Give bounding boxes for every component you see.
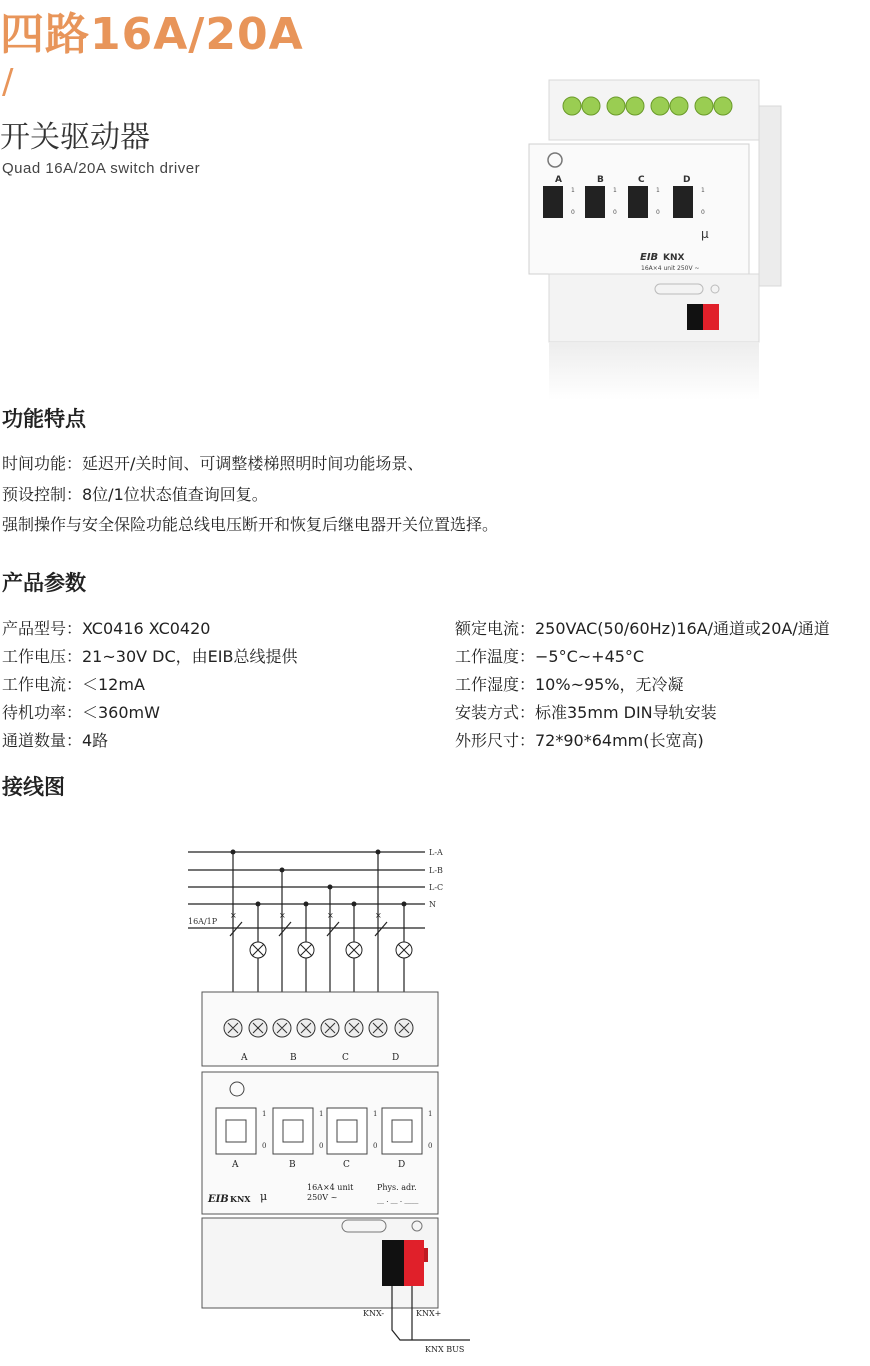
svg-text:0: 0	[571, 209, 575, 216]
knx-terminal-red	[404, 1240, 424, 1286]
feature-line: 强制操作与安全保险功能总线电压断开和恢复后继电器开关位置选择。	[2, 515, 499, 534]
spec-item: 待机功率：＜360mW	[2, 703, 160, 722]
svg-text:×: ×	[375, 911, 382, 920]
svg-text:__ . __ . ____: __ . __ . ____	[377, 1196, 419, 1204]
svg-text:B: B	[597, 175, 604, 185]
svg-text:×: ×	[327, 911, 334, 920]
svg-text:0: 0	[613, 209, 617, 216]
svg-text:L-A: L-A	[429, 848, 443, 857]
svg-text:EIB: EIB	[640, 252, 659, 263]
svg-text:1: 1	[262, 1110, 267, 1118]
title-slash: /	[2, 62, 14, 102]
spec-item: 通道数量：4路	[2, 731, 109, 750]
lamp-icons	[250, 942, 412, 958]
svg-text:KNX: KNX	[663, 253, 685, 263]
svg-text:KNX-: KNX-	[363, 1309, 385, 1318]
svg-text:0: 0	[319, 1142, 324, 1150]
svg-text:D: D	[398, 1160, 406, 1170]
product-name-en: Quad 16A/20A switch driver	[2, 160, 201, 177]
wiring-diagram	[180, 840, 480, 1360]
svg-text:250V ~: 250V ~	[307, 1193, 338, 1202]
svg-text:1: 1	[319, 1110, 324, 1118]
svg-text:0: 0	[428, 1142, 433, 1150]
svg-text:Phys. adr.: Phys. adr.	[377, 1183, 417, 1192]
specs-heading: 产品参数	[2, 571, 86, 595]
svg-text:L-B: L-B	[429, 866, 443, 875]
svg-text:C: C	[638, 175, 645, 185]
svg-text:B: B	[290, 1053, 297, 1063]
svg-text:KNX+: KNX+	[416, 1309, 442, 1318]
spec-item: 额定电流：250VAC(50/60Hz)16A/通道或20A/通道	[455, 619, 830, 638]
page-title: 四路16A/20A	[0, 9, 304, 60]
product-photo	[525, 78, 787, 400]
svg-text:×: ×	[230, 911, 237, 920]
svg-text:A: A	[232, 1160, 239, 1170]
svg-text:0: 0	[701, 209, 705, 216]
svg-text:A: A	[555, 175, 562, 185]
svg-text:A: A	[241, 1053, 248, 1063]
feature-line: 时间功能：延迟开/关时间、可调整楼梯照明时间功能场景、	[2, 454, 424, 473]
spec-item: 工作电流：＜12mA	[2, 675, 145, 694]
svg-text:16A×4 unit 250V ~: 16A×4 unit 250V ~	[641, 265, 700, 272]
spec-item: 外形尺寸：72*90*64mm(长宽高)	[455, 731, 704, 750]
spec-item: 工作电压：21~30V DC，由EIB总线提供	[2, 647, 298, 666]
svg-text:N: N	[429, 900, 436, 909]
svg-text:0: 0	[262, 1142, 267, 1150]
feature-line: 预设控制：8位/1位状态值查询回复。	[2, 485, 268, 504]
svg-text:16A/1P: 16A/1P	[188, 917, 218, 926]
spec-item: 工作湿度：10%~95%，无冷凝	[455, 675, 684, 694]
svg-text:μ: μ	[701, 227, 709, 241]
spec-item: 产品型号：XC0416 XC0420	[2, 619, 211, 638]
svg-text:16A×4 unit: 16A×4 unit	[307, 1183, 354, 1192]
wiring-heading: 接线图	[2, 775, 65, 799]
spec-item: 工作温度：−5°C~+45°C	[455, 647, 645, 666]
svg-text:KNX BUS: KNX BUS	[425, 1345, 465, 1354]
svg-text:0: 0	[373, 1142, 378, 1150]
svg-text:D: D	[392, 1053, 400, 1063]
svg-text:C: C	[342, 1053, 349, 1063]
svg-text:1: 1	[701, 187, 705, 194]
svg-text:KNX: KNX	[230, 1194, 251, 1204]
svg-text:1: 1	[373, 1110, 378, 1118]
svg-text:C: C	[343, 1160, 350, 1170]
svg-text:1: 1	[656, 187, 660, 194]
svg-text:B: B	[289, 1160, 296, 1170]
product-name-cn: 开关驱动器	[0, 120, 150, 155]
svg-text:1: 1	[613, 187, 617, 194]
svg-text:0: 0	[656, 209, 660, 216]
svg-text:EIB: EIB	[208, 1194, 229, 1205]
svg-text:1: 1	[571, 187, 575, 194]
spec-item: 安装方式：标准35mm DIN导轨安装	[455, 703, 717, 722]
svg-text:1: 1	[428, 1110, 433, 1118]
svg-text:μ: μ	[260, 1190, 268, 1203]
svg-text:×: ×	[279, 911, 286, 920]
features-heading: 功能特点	[2, 407, 86, 431]
svg-text:L-C: L-C	[429, 883, 444, 892]
svg-text:D: D	[683, 175, 691, 185]
knx-terminal-black	[382, 1240, 404, 1286]
